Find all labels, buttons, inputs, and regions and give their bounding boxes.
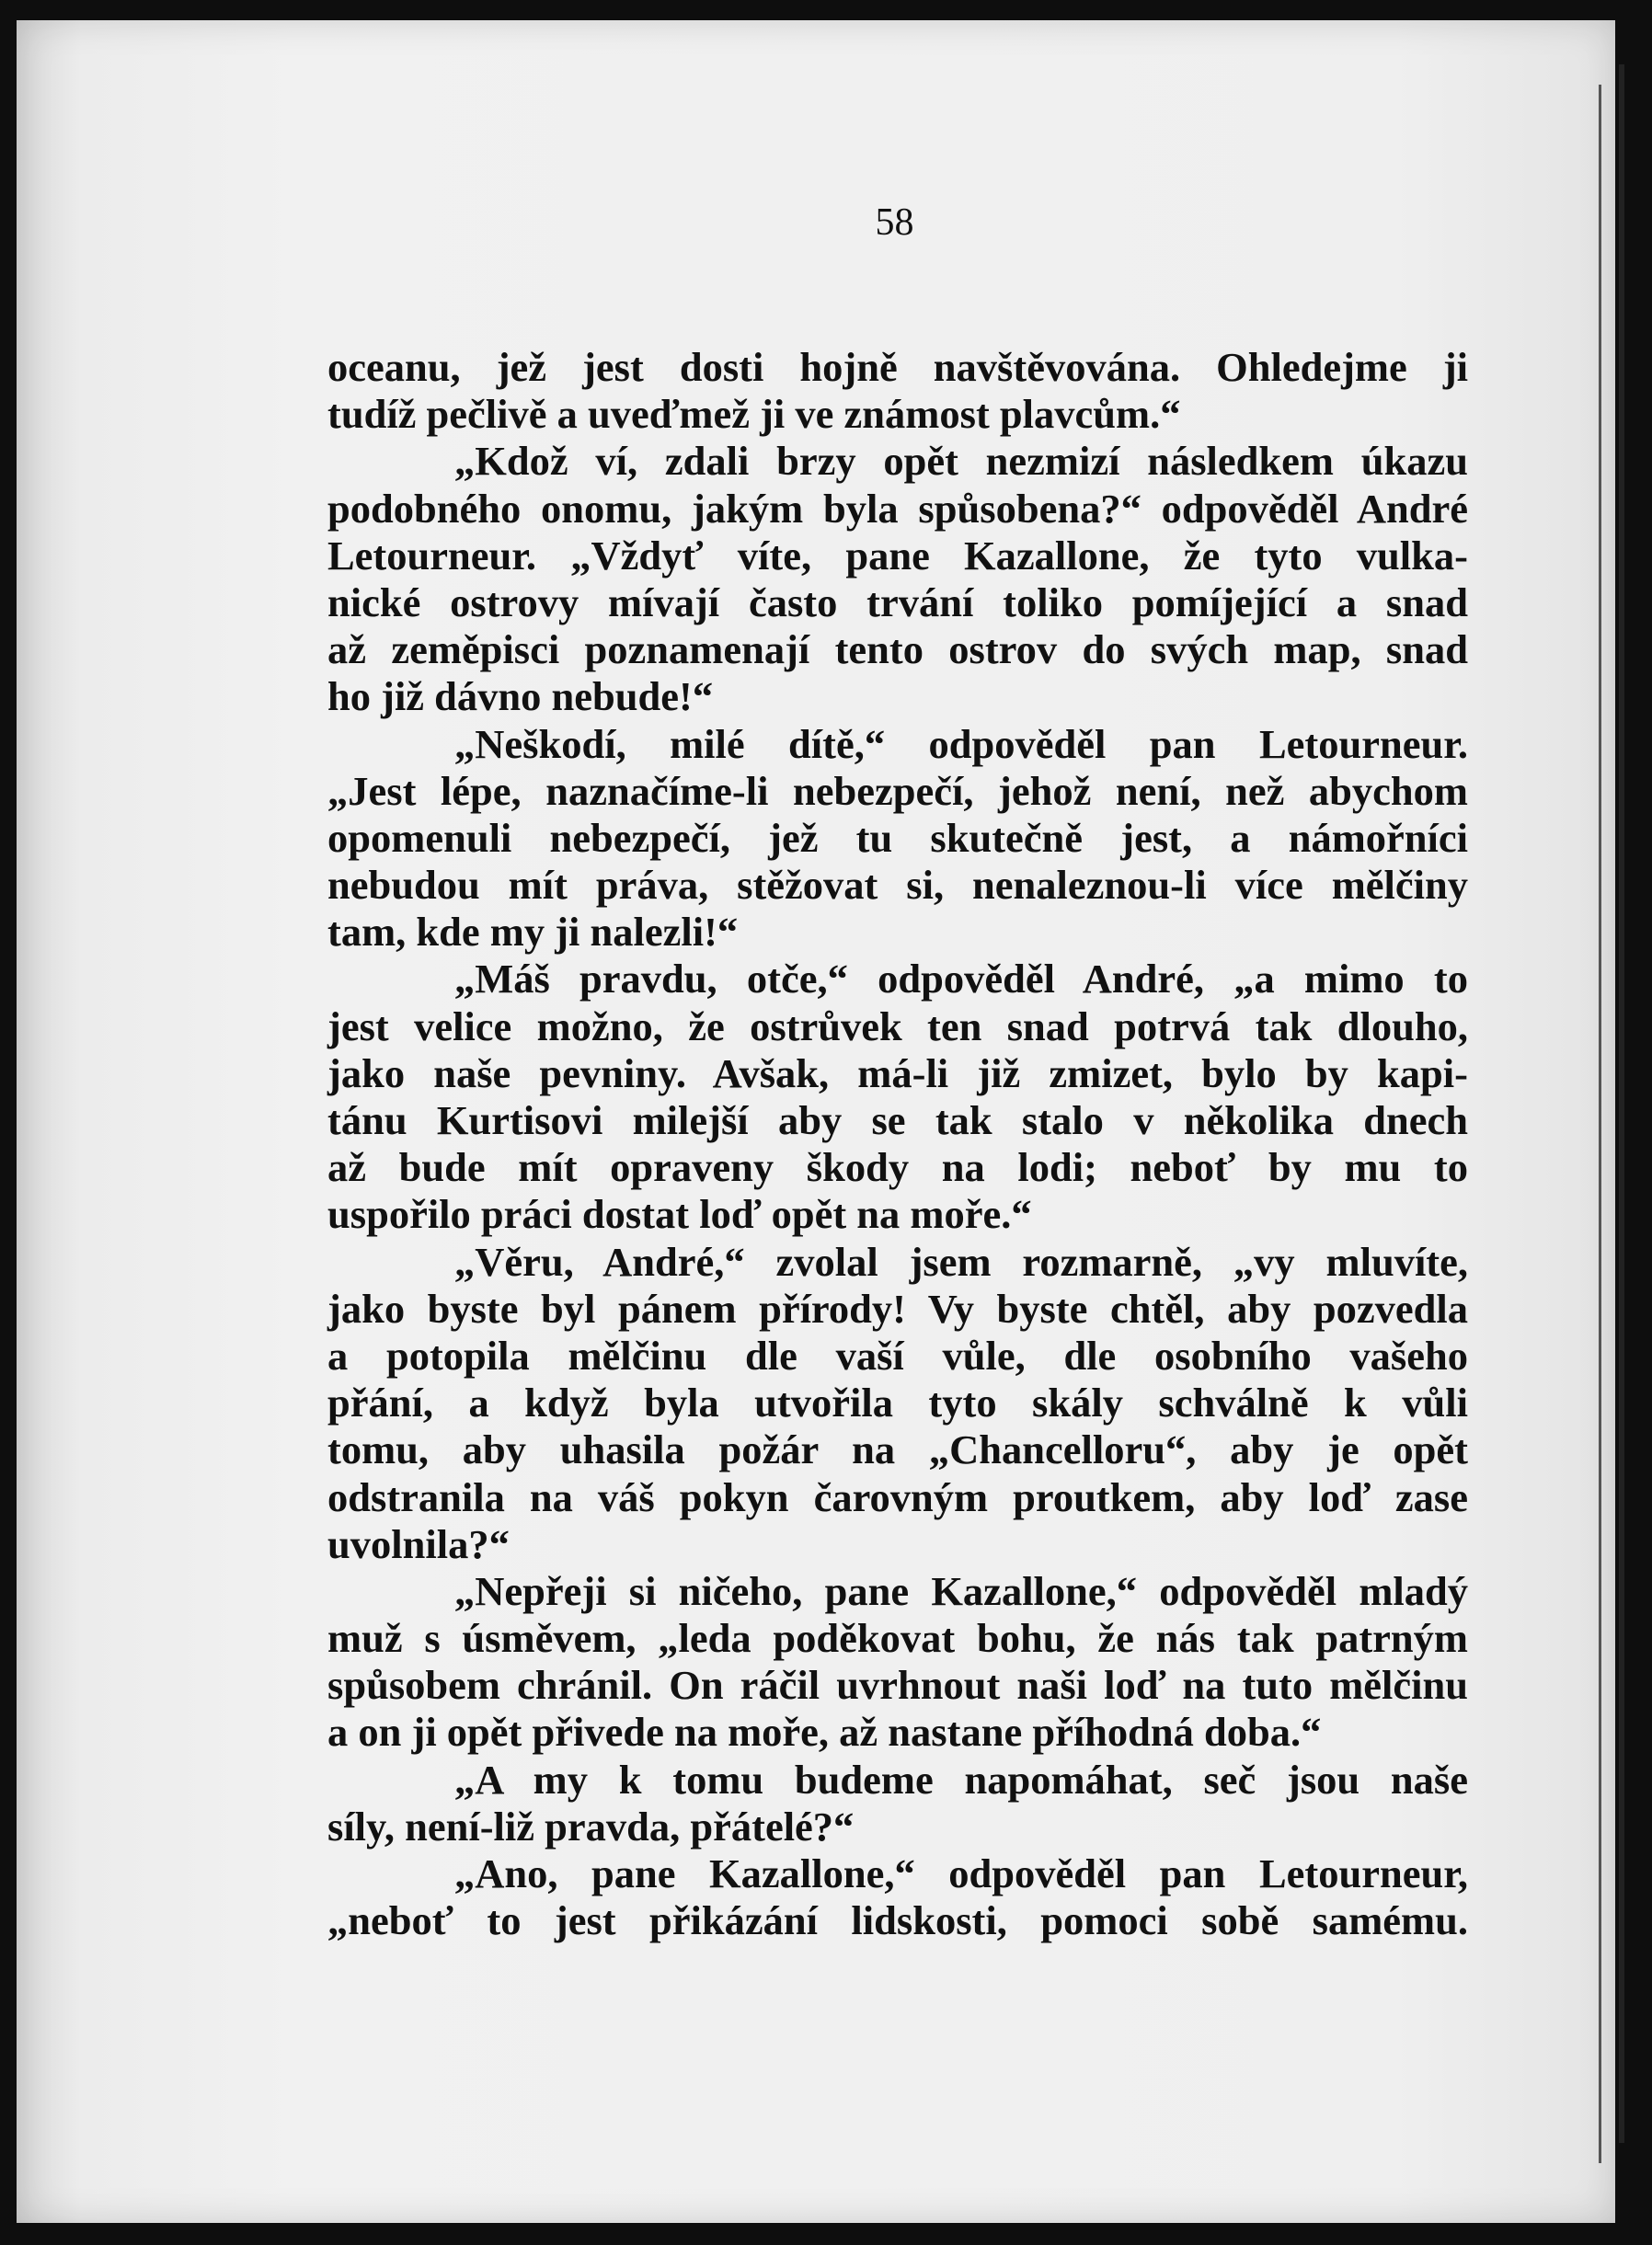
text-line: až bude mít opraveny škody na lodi; neboť by mu to bbox=[327, 1144, 1468, 1191]
text-line: podobného onomu, jakým byla spůsobena?“ odpověděl André bbox=[327, 485, 1468, 532]
text-line: „Jest lépe, naznačíme-li nebezpečí, jehož není, než abychom bbox=[327, 767, 1468, 814]
text-line: „Ano, pane Kazallone,“ odpověděl pan Letourneur, bbox=[454, 1850, 1468, 1896]
text-line: „Kdož ví, zdali brzy opět nezmizí následkem úkazu bbox=[454, 438, 1468, 485]
text-line: oceanu, jež jest dosti hojně navštěvována. Ohledejme ji bbox=[327, 344, 1468, 390]
text-line: ho již dávno nebude!“ bbox=[327, 673, 714, 720]
text-line: „Nepřeji si ničeho, pane Kazallone,“ odpověděl mladý bbox=[454, 1567, 1468, 1614]
text-line: nebudou mít práva, stěžovat si, nenaleznou-li více mělčiny bbox=[327, 862, 1468, 909]
text-line: uvolnila?“ bbox=[327, 1520, 510, 1567]
text-line: „neboť to jest přikázání lidskosti, pomoci sobě samému. bbox=[327, 1897, 1468, 1944]
text-line: „A my k tomu budeme napomáhat, seč jsou naše bbox=[454, 1756, 1468, 1803]
text-line: tánu Kurtisovi milejší aby se tak stalo v několika dnech bbox=[327, 1097, 1468, 1143]
text-line: spůsobem chránil. On ráčil uvrhnout naši loď na tuto mělčinu bbox=[327, 1662, 1468, 1709]
text-line: „Máš pravdu, otče,“ odpověděl André, „a mimo to bbox=[454, 956, 1468, 1002]
text-line: jako naše pevniny. Avšak, má-li již zmizet, bylo by kapi- bbox=[327, 1049, 1468, 1096]
text-line: jako byste byl pánem přírody! Vy byste chtěl, aby pozvedla bbox=[327, 1285, 1468, 1332]
text-line: nické ostrovy mívají často trvání toliko pomíjející a snad bbox=[327, 578, 1468, 625]
text-line: „Neškodí, milé dítě,“ odpověděl pan Letourneur. bbox=[454, 720, 1468, 767]
page-number: 58 bbox=[875, 201, 914, 244]
text-line: a potopila mělčinu dle vaší vůle, dle osobního vašeho bbox=[327, 1332, 1468, 1379]
text-line: přání, a když byla utvořila tyto skály schválně k vůli bbox=[327, 1380, 1468, 1426]
text-line: síly, není-liž pravda, přátelé?“ bbox=[327, 1803, 855, 1850]
text-line: Letourneur. „Vždyť víte, pane Kazallone, že tyto vulka- bbox=[327, 532, 1468, 578]
text-line: tudíž pečlivě a uveďmež ji ve známost plavcům.“ bbox=[327, 391, 1181, 438]
text-line: tam, kde my ji nalezli!“ bbox=[327, 909, 739, 956]
text-line: uspořilo práci dostat loď opět na moře.“ bbox=[327, 1191, 1032, 1238]
text-line: a on ji opět přivede na moře, až nastane příhodná doba.“ bbox=[327, 1709, 1322, 1756]
text-line: jest velice možno, že ostrůvek ten snad potrvá tak dlouho, bbox=[327, 1002, 1468, 1049]
page-edge-shadow bbox=[1599, 85, 1601, 2163]
text-line: „Věru, André,“ zvolal jsem rozmarně, „vy mluvíte, bbox=[454, 1238, 1468, 1285]
body-text bbox=[327, 344, 1468, 1944]
text-line: odstranila na váš pokyn čarovným proutkem, aby loď zase bbox=[327, 1473, 1468, 1520]
text-line: muž s úsměvem, „leda poděkovat bohu, že nás tak patrným bbox=[327, 1615, 1468, 1662]
text-line: až zeměpisci poznamenají tento ostrov do svých map, snad bbox=[327, 626, 1468, 673]
text-line: tomu, aby uhasila požár na „Chancelloru“, aby je opět bbox=[327, 1426, 1468, 1473]
page-edge bbox=[1619, 64, 1624, 2143]
text-line: opomenuli nebezpečí, jež tu skutečně jest, a námořníci bbox=[327, 814, 1468, 861]
